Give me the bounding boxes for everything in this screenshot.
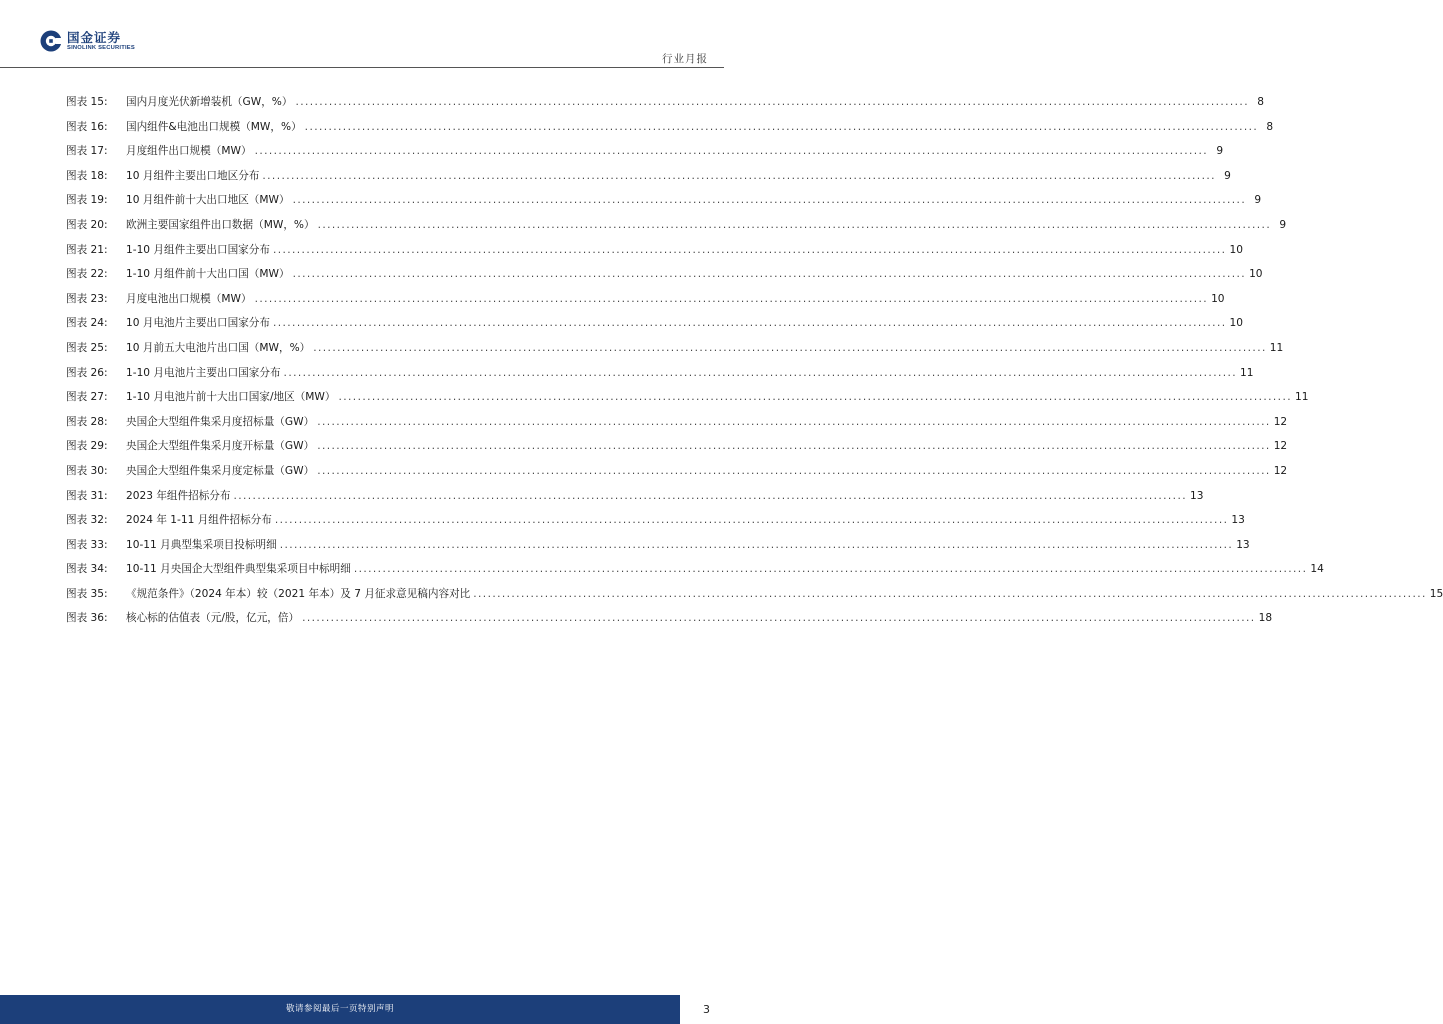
toc-entry[interactable] [66,262,1263,287]
toc-page-number: 13 [1189,489,1204,502]
toc-dot-leader: ........................................................................................................................................................................................................ [254,292,1209,305]
toc-entry[interactable] [66,385,1309,410]
toc-entry[interactable] [66,213,1287,238]
figure-index-list [66,90,1443,631]
toc-figure-title: 1-10 月组件前十大出口国（MW） [126,268,290,281]
toc-figure-title: 央国企大型组件集采月度招标量（GW） [126,415,315,428]
toc-figure-title: 月度电池出口规模（MW） [126,292,252,305]
toc-page-number: 9 [1254,194,1262,207]
toc-figure-title: 1-10 月组件主要出口国家分布 [126,243,270,256]
toc-entry[interactable] [66,582,1443,607]
toc-page-number: 10 [1229,243,1243,256]
toc-figure-title: 欧洲主要国家组件出口数据（MW，%） [126,218,315,231]
toc-entry[interactable] [66,508,1245,533]
toc-figure-title: 10 月电池片主要出口国家分布 [126,317,270,330]
toc-figure-title: 2023 年组件招标分布 [126,489,231,502]
toc-page-number: 18 [1258,612,1273,625]
sinolink-logo [40,28,135,54]
toc-dot-leader: ........................................................................................................................................................................................................ [233,489,1187,502]
sinolink-logo-icon [40,30,62,52]
toc-dot-leader: ........................................................................................................................................................................................................ [338,391,1292,404]
toc-dot-leader: ........................................................................................................................................................................................................ [317,415,1271,428]
toc-figure-title: 央国企大型组件集采月度开标量（GW） [126,440,315,453]
toc-page-number: 12 [1273,464,1288,477]
toc-page-number: 12 [1273,440,1288,453]
toc-figure-title: 核心标的估值表（元/股，亿元，倍） [126,612,300,625]
toc-entry[interactable] [66,336,1284,361]
toc-page-number: 9 [1216,145,1224,158]
toc-dot-leader: ........................................................................................................................................................................................................ [283,366,1238,379]
toc-page-number: 10 [1249,268,1263,281]
toc-page-number: 8 [1257,96,1264,108]
toc-page-number: 12 [1273,415,1288,428]
toc-figure-title: 1-10 月电池片主要出口国家分布 [126,366,281,379]
toc-figure-number: 图表 29: [66,440,108,453]
toc-figure-number: 图表 21: [66,243,108,256]
toc-dot-leader: ........................................................................................................................................................................................................ [302,612,1256,625]
toc-entry[interactable] [66,115,1274,140]
toc-entry[interactable] [66,139,1224,164]
toc-figure-number: 图表 32: [66,514,108,527]
toc-figure-number: 图表 35: [66,587,108,600]
toc-dot-leader: ........................................................................................................................................................................................................ [272,243,1227,256]
toc-entry[interactable] [66,238,1243,263]
toc-figure-number: 图表 31: [66,489,108,502]
toc-page-number: 11 [1240,366,1254,379]
toc-dot-leader: ........................................................................................................................................................................................................ [304,120,1259,133]
toc-figure-number: 图表 22: [66,268,108,281]
toc-dot-leader: ........................................................................................................................................................................................................ [313,341,1267,354]
toc-entry[interactable] [66,188,1262,213]
toc-figure-title: 国内月度光伏新增装机（GW，%） [126,96,293,108]
logo-chinese-name: 国金证券 [67,29,122,45]
toc-page-number: 15 [1429,587,1443,600]
toc-figure-title: 1-10 月电池片前十大出口国家/地区（MW） [126,391,336,404]
report-type-label: 行业月报 [662,53,708,65]
toc-dot-leader: ........................................................................................................................................................................................................ [292,268,1247,281]
logo-english-name: SINOLINK SECURITIES [67,44,135,51]
toc-page-number: 14 [1310,563,1324,576]
toc-page-number: 10 [1229,317,1243,330]
toc-figure-number: 图表 20: [66,218,108,231]
toc-page-number: 10 [1211,292,1225,305]
toc-entry[interactable] [66,410,1288,435]
toc-page-number: 13 [1231,514,1245,527]
toc-entry[interactable] [66,164,1231,189]
toc-dot-leader: ........................................................................................................................................................................................................ [274,514,1229,527]
toc-figure-title: 10-11 月央国企大型组件典型集采项目中标明细 [126,563,351,576]
toc-dot-leader: ........................................................................................................................................................................................................ [262,169,1216,182]
toc-figure-title: 月度组件出口规模（MW） [126,145,252,158]
toc-figure-number: 图表 30: [66,464,108,477]
toc-entry[interactable] [66,533,1250,558]
toc-figure-number: 图表 17: [66,145,108,158]
toc-figure-number: 图表 23: [66,292,108,305]
toc-figure-number: 图表 33: [66,538,108,551]
toc-entry[interactable] [66,434,1288,459]
toc-figure-number: 图表 18: [66,169,108,182]
toc-entry[interactable] [66,557,1324,582]
toc-entry[interactable] [66,361,1254,386]
toc-entry[interactable] [66,287,1225,312]
toc-figure-title: 10 月组件主要出口地区分布 [126,169,260,182]
header-divider [0,67,724,68]
toc-page-number: 11 [1269,341,1284,354]
toc-figure-number: 图表 24: [66,317,108,330]
toc-dot-leader: ........................................................................................................................................................................................................ [317,464,1271,477]
toc-figure-title: 国内组件&电池出口规模（MW，%） [126,120,302,133]
toc-figure-number: 图表 19: [66,194,108,207]
toc-dot-leader: ........................................................................................................................................................................................................ [353,563,1308,576]
toc-figure-number: 图表 15: [66,96,108,108]
toc-figure-number: 图表 26: [66,366,108,379]
toc-entry[interactable] [66,606,1273,631]
toc-figure-number: 图表 34: [66,563,108,576]
footer-disclaimer: 敬请参阅最后一页特别声明 [285,1004,394,1014]
toc-entry[interactable] [66,311,1243,336]
toc-dot-leader: ........................................................................................................................................................................................................ [254,145,1209,158]
toc-figure-number: 图表 27: [66,391,108,404]
toc-dot-leader: ........................................................................................................................................................................................................ [279,538,1234,551]
toc-figure-title: 10 月组件前十大出口地区（MW） [126,194,290,207]
page-number: 3 [703,1003,710,1016]
toc-dot-leader: ........................................................................................................................................................................................................ [317,440,1271,453]
toc-page-number: 9 [1279,218,1287,231]
toc-page-number: 8 [1266,120,1274,133]
toc-figure-number: 图表 16: [66,120,108,133]
toc-dot-leader: ........................................................................................................................................................................................................ [317,218,1272,231]
toc-entry[interactable] [66,484,1204,509]
toc-figure-title: 10-11 月典型集采项目投标明细 [126,538,277,551]
toc-page-number: 9 [1224,169,1231,182]
toc-dot-leader: ........................................................................................................................................................................................................ [295,96,1249,108]
toc-figure-title: 2024 年 1-11 月组件招标分布 [126,514,272,527]
toc-page-number: 11 [1295,391,1309,404]
toc-figure-number: 图表 36: [66,612,108,625]
toc-figure-title: 10 月前五大电池片出口国（MW，%） [126,341,311,354]
page-header [0,0,724,68]
toc-page-number: 13 [1236,538,1250,551]
toc-dot-leader: ........................................................................................................................................................................................................ [272,317,1227,330]
toc-figure-title: 《规范条件》（2024 年本）较（2021 年本）及 7 月征求意见稿内容对比 [126,587,471,600]
toc-entry[interactable] [66,90,1264,115]
toc-figure-number: 图表 28: [66,415,108,428]
toc-figure-number: 图表 25: [66,341,108,354]
toc-dot-leader: ........................................................................................................................................................................................................ [473,587,1427,600]
toc-figure-title: 央国企大型组件集采月度定标量（GW） [126,464,315,477]
toc-entry[interactable] [66,459,1288,484]
toc-dot-leader: ........................................................................................................................................................................................................ [292,194,1247,207]
